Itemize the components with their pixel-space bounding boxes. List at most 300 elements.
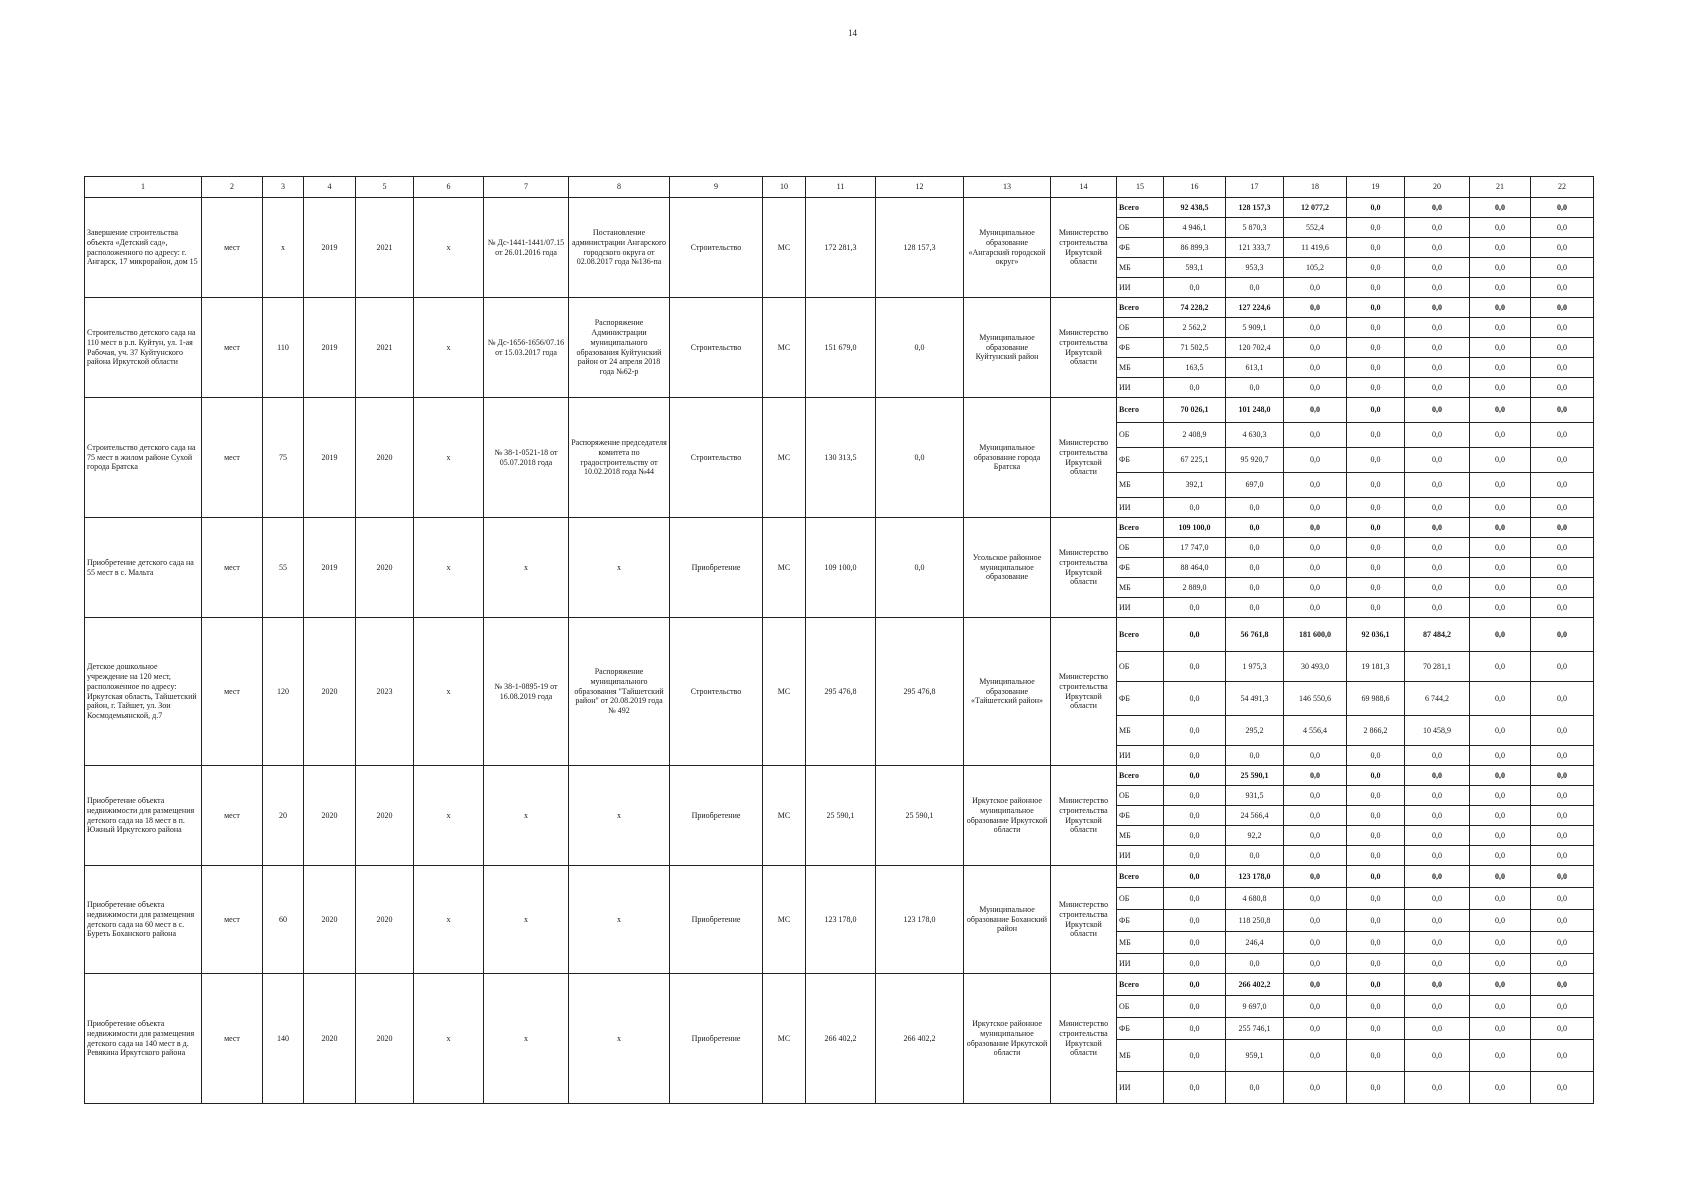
object-name: Приобретение объекта недвижимости для размещения детского сада на 60 мест в с. Буреть Боханского района (85, 866, 202, 974)
amount-cell: 0,0 (1226, 846, 1284, 866)
amount-cell: 0,0 (1470, 682, 1531, 716)
amount-cell: 0,0 (1531, 1018, 1594, 1040)
column-header: 14 (1051, 177, 1117, 198)
amount-cell: 0,0 (1531, 423, 1594, 448)
amount-cell: 0,0 (1347, 538, 1405, 558)
remaining-cost-cell: 123 178,0 (876, 866, 964, 974)
amount-cell: 0,0 (1164, 682, 1226, 716)
amount-cell: 56 761,8 (1226, 618, 1284, 652)
amount-cell: 0,0 (1164, 786, 1226, 806)
amount-cell: 0,0 (1164, 846, 1226, 866)
amount-cell: 74 228,2 (1164, 298, 1226, 318)
amount-cell: 0,0 (1470, 866, 1531, 888)
amount-cell: 0,0 (1531, 298, 1594, 318)
amount-cell: 0,0 (1470, 806, 1531, 826)
funding-source-label: ФБ (1117, 1018, 1164, 1040)
amount-cell: 0,0 (1531, 318, 1594, 338)
funding-source-label: Всего (1117, 198, 1164, 218)
table-row (85, 618, 1594, 652)
amount-cell: 255 746,1 (1226, 1018, 1284, 1040)
amount-cell: 2 562,2 (1164, 318, 1226, 338)
amount-cell: 0,0 (1405, 318, 1470, 338)
amount-cell: 0,0 (1347, 218, 1405, 238)
funding-source-label: ИИ (1117, 1072, 1164, 1104)
amount-cell: 92,2 (1226, 826, 1284, 846)
funding-source-label: ОБ (1117, 538, 1164, 558)
amount-cell: 0,0 (1405, 338, 1470, 358)
amount-cell: 0,0 (1284, 498, 1347, 518)
column-6-cell: х (414, 198, 484, 298)
amount-cell: 0,0 (1405, 910, 1470, 932)
funding-source-label: ОБ (1117, 218, 1164, 238)
ministry-cell: Министерство строительства Иркутской области (1051, 518, 1117, 618)
amount-cell: 0,0 (1164, 598, 1226, 618)
amount-cell: 4 556,4 (1284, 716, 1347, 746)
amount-cell: 0,0 (1531, 910, 1594, 932)
amount-cell: 613,1 (1226, 358, 1284, 378)
amount-cell: 0,0 (1470, 716, 1531, 746)
amount-cell: 0,0 (1164, 932, 1226, 954)
object-name: Приобретение объекта недвижимости для размещения детского сада на 18 мест в п. Южный Иркутского района (85, 766, 202, 866)
amount-cell: 0,0 (1531, 766, 1594, 786)
column-10-cell: МС (763, 866, 806, 974)
amount-cell: 0,0 (1405, 218, 1470, 238)
amount-cell: 0,0 (1164, 1018, 1226, 1040)
amount-cell: 0,0 (1470, 1018, 1531, 1040)
funding-source-label: МБ (1117, 358, 1164, 378)
decision-document-cell: х (569, 518, 670, 618)
funding-source-label: ФБ (1117, 238, 1164, 258)
amount-cell: 0,0 (1284, 910, 1347, 932)
amount-cell: 0,0 (1531, 974, 1594, 996)
amount-cell: 0,0 (1531, 652, 1594, 682)
column-6-cell: х (414, 974, 484, 1104)
expertise-document-cell: х (484, 518, 569, 618)
start-year-cell: 2019 (304, 398, 356, 518)
funding-source-label: ФБ (1117, 806, 1164, 826)
amount-cell: 0,0 (1284, 826, 1347, 846)
amount-cell: 128 157,3 (1226, 198, 1284, 218)
capacity-cell: 55 (263, 518, 304, 618)
column-10-cell: МС (763, 766, 806, 866)
object-name: Приобретение детского сада на 55 мест в с. Мальта (85, 518, 202, 618)
funding-source-label: Всего (1117, 618, 1164, 652)
amount-cell: 0,0 (1405, 786, 1470, 806)
investment-table (84, 176, 1594, 1104)
amount-cell: 0,0 (1164, 910, 1226, 932)
unit-cell: мест (202, 618, 263, 766)
amount-cell: 0,0 (1284, 806, 1347, 826)
capacity-cell: 75 (263, 398, 304, 518)
estimated-cost-cell: 130 313,5 (806, 398, 876, 518)
amount-cell: 0,0 (1531, 806, 1594, 826)
amount-cell: 0,0 (1164, 974, 1226, 996)
funding-source-label: ОБ (1117, 996, 1164, 1018)
municipality-cell: Иркутское районное муниципальное образование Иркутской области (964, 974, 1051, 1104)
capacity-cell: 120 (263, 618, 304, 766)
amount-cell: 123 178,0 (1226, 866, 1284, 888)
amount-cell: 0,0 (1284, 473, 1347, 498)
amount-cell: 0,0 (1405, 826, 1470, 846)
expertise-document-cell: х (484, 766, 569, 866)
amount-cell: 120 702,4 (1226, 338, 1284, 358)
amount-cell: 105,2 (1284, 258, 1347, 278)
remaining-cost-cell: 295 476,8 (876, 618, 964, 766)
amount-cell: 0,0 (1405, 518, 1470, 538)
table-row (85, 298, 1594, 318)
column-header: 20 (1405, 177, 1470, 198)
amount-cell: 4 630,3 (1226, 423, 1284, 448)
amount-cell: 0,0 (1470, 996, 1531, 1018)
column-header: 3 (263, 177, 304, 198)
amount-cell: 0,0 (1470, 378, 1531, 398)
amount-cell: 0,0 (1284, 974, 1347, 996)
end-year-cell: 2020 (356, 766, 414, 866)
amount-cell: 0,0 (1284, 598, 1347, 618)
unit-cell: мест (202, 518, 263, 618)
amount-cell: 0,0 (1284, 1018, 1347, 1040)
amount-cell: 0,0 (1347, 888, 1405, 910)
amount-cell: 0,0 (1347, 1040, 1405, 1072)
amount-cell: 953,3 (1226, 258, 1284, 278)
amount-cell: 959,1 (1226, 1040, 1284, 1072)
amount-cell: 0,0 (1226, 1072, 1284, 1104)
amount-cell: 0,0 (1470, 498, 1531, 518)
amount-cell: 19 181,3 (1347, 652, 1405, 682)
remaining-cost-cell: 266 402,2 (876, 974, 964, 1104)
column-header: 10 (763, 177, 806, 198)
column-header: 8 (569, 177, 670, 198)
amount-cell: 0,0 (1405, 598, 1470, 618)
amount-cell: 0,0 (1284, 358, 1347, 378)
column-10-cell: МС (763, 398, 806, 518)
amount-cell: 0,0 (1405, 398, 1470, 423)
funding-source-label: МБ (1117, 1040, 1164, 1072)
amount-cell: 0,0 (1347, 238, 1405, 258)
amount-cell: 931,5 (1226, 786, 1284, 806)
amount-cell: 0,0 (1531, 518, 1594, 538)
start-year-cell: 2019 (304, 518, 356, 618)
funding-source-label: ИИ (1117, 278, 1164, 298)
table-row (85, 866, 1594, 888)
amount-cell: 0,0 (1470, 423, 1531, 448)
amount-cell: 0,0 (1531, 578, 1594, 598)
amount-cell: 71 502,5 (1164, 338, 1226, 358)
amount-cell: 0,0 (1470, 618, 1531, 652)
column-header: 22 (1531, 177, 1594, 198)
amount-cell: 0,0 (1226, 518, 1284, 538)
amount-cell: 0,0 (1470, 932, 1531, 954)
amount-cell: 0,0 (1405, 498, 1470, 518)
amount-cell: 6 744,2 (1405, 682, 1470, 716)
amount-cell: 0,0 (1284, 746, 1347, 766)
amount-cell: 0,0 (1405, 448, 1470, 473)
funding-source-label: МБ (1117, 258, 1164, 278)
column-header: 7 (484, 177, 569, 198)
expertise-document-cell: № 38-1-0521-18 от 05.07.2018 года (484, 398, 569, 518)
amount-cell: 0,0 (1470, 846, 1531, 866)
column-6-cell: х (414, 398, 484, 518)
amount-cell: 0,0 (1347, 826, 1405, 846)
amount-cell: 0,0 (1226, 954, 1284, 974)
amount-cell: 0,0 (1470, 518, 1531, 538)
amount-cell: 246,4 (1226, 932, 1284, 954)
amount-cell: 86 899,3 (1164, 238, 1226, 258)
amount-cell: 1 975,3 (1226, 652, 1284, 682)
amount-cell: 0,0 (1470, 538, 1531, 558)
amount-cell: 0,0 (1164, 888, 1226, 910)
municipality-cell: Иркутское районное муниципальное образование Иркутской области (964, 766, 1051, 866)
amount-cell: 0,0 (1347, 198, 1405, 218)
amount-cell: 0,0 (1405, 358, 1470, 378)
amount-cell: 266 402,2 (1226, 974, 1284, 996)
amount-cell: 0,0 (1284, 558, 1347, 578)
amount-cell: 0,0 (1531, 846, 1594, 866)
ministry-cell: Министерство строительства Иркутской области (1051, 298, 1117, 398)
end-year-cell: 2021 (356, 198, 414, 298)
amount-cell: 0,0 (1284, 278, 1347, 298)
amount-cell: 0,0 (1405, 954, 1470, 974)
column-10-cell: МС (763, 198, 806, 298)
amount-cell: 0,0 (1531, 716, 1594, 746)
decision-document-cell: х (569, 974, 670, 1104)
amount-cell: 0,0 (1284, 1072, 1347, 1104)
amount-cell: 0,0 (1405, 846, 1470, 866)
amount-cell: 0,0 (1226, 746, 1284, 766)
funding-source-label: Всего (1117, 974, 1164, 996)
amount-cell: 0,0 (1405, 1072, 1470, 1104)
unit-cell: мест (202, 974, 263, 1104)
amount-cell: 0,0 (1531, 448, 1594, 473)
amount-cell: 146 550,6 (1284, 682, 1347, 716)
capacity-cell: 20 (263, 766, 304, 866)
amount-cell: 0,0 (1164, 1072, 1226, 1104)
amount-cell: 109 100,0 (1164, 518, 1226, 538)
amount-cell: 0,0 (1347, 974, 1405, 996)
amount-cell: 54 491,3 (1226, 682, 1284, 716)
column-10-cell: МС (763, 618, 806, 766)
amount-cell: 0,0 (1405, 866, 1470, 888)
municipality-cell: Муниципальное образование города Братска (964, 398, 1051, 518)
amount-cell: 121 333,7 (1226, 238, 1284, 258)
amount-cell: 0,0 (1347, 298, 1405, 318)
table-row (85, 766, 1594, 786)
ministry-cell: Министерство строительства Иркутской области (1051, 974, 1117, 1104)
amount-cell: 0,0 (1347, 378, 1405, 398)
amount-cell: 0,0 (1470, 473, 1531, 498)
table-row (85, 398, 1594, 423)
amount-cell: 0,0 (1284, 318, 1347, 338)
column-header: 4 (304, 177, 356, 198)
work-type-cell: Строительство (670, 618, 763, 766)
amount-cell: 0,0 (1405, 1018, 1470, 1040)
amount-cell: 0,0 (1531, 954, 1594, 974)
amount-cell: 0,0 (1470, 358, 1531, 378)
amount-cell: 0,0 (1470, 198, 1531, 218)
amount-cell: 0,0 (1405, 238, 1470, 258)
amount-cell: 0,0 (1405, 278, 1470, 298)
municipality-cell: Муниципальное образование Боханский район (964, 866, 1051, 974)
amount-cell: 5 909,1 (1226, 318, 1284, 338)
funding-source-label: ОБ (1117, 318, 1164, 338)
funding-source-label: ФБ (1117, 338, 1164, 358)
amount-cell: 0,0 (1470, 318, 1531, 338)
unit-cell: мест (202, 198, 263, 298)
amount-cell: 0,0 (1284, 932, 1347, 954)
amount-cell: 0,0 (1284, 578, 1347, 598)
amount-cell: 0,0 (1531, 1072, 1594, 1104)
column-header: 19 (1347, 177, 1405, 198)
amount-cell: 0,0 (1284, 398, 1347, 423)
amount-cell: 0,0 (1347, 518, 1405, 538)
amount-cell: 0,0 (1226, 378, 1284, 398)
remaining-cost-cell: 0,0 (876, 398, 964, 518)
amount-cell: 0,0 (1347, 598, 1405, 618)
amount-cell: 0,0 (1347, 498, 1405, 518)
amount-cell: 0,0 (1531, 598, 1594, 618)
amount-cell: 0,0 (1164, 746, 1226, 766)
ministry-cell: Министерство строительства Иркутской области (1051, 198, 1117, 298)
amount-cell: 0,0 (1531, 996, 1594, 1018)
amount-cell: 0,0 (1347, 1018, 1405, 1040)
amount-cell: 0,0 (1284, 866, 1347, 888)
amount-cell: 0,0 (1470, 910, 1531, 932)
funding-source-label: ИИ (1117, 498, 1164, 518)
funding-source-label: ОБ (1117, 652, 1164, 682)
funding-source-label: МБ (1117, 932, 1164, 954)
amount-cell: 0,0 (1470, 786, 1531, 806)
decision-document-cell: х (569, 866, 670, 974)
funding-source-label: МБ (1117, 578, 1164, 598)
amount-cell: 0,0 (1470, 398, 1531, 423)
amount-cell: 0,0 (1347, 318, 1405, 338)
amount-cell: 0,0 (1347, 473, 1405, 498)
column-header: 5 (356, 177, 414, 198)
amount-cell: 0,0 (1405, 538, 1470, 558)
funding-source-label: ОБ (1117, 888, 1164, 910)
amount-cell: 0,0 (1405, 473, 1470, 498)
amount-cell: 0,0 (1347, 866, 1405, 888)
amount-cell: 0,0 (1164, 1040, 1226, 1072)
amount-cell: 0,0 (1470, 258, 1531, 278)
column-header: 18 (1284, 177, 1347, 198)
amount-cell: 0,0 (1347, 996, 1405, 1018)
amount-cell: 87 484,2 (1405, 618, 1470, 652)
amount-cell: 69 988,6 (1347, 682, 1405, 716)
table-row (85, 518, 1594, 538)
expertise-document-cell: х (484, 866, 569, 974)
amount-cell: 2 408,9 (1164, 423, 1226, 448)
amount-cell: 0,0 (1284, 448, 1347, 473)
start-year-cell: 2020 (304, 974, 356, 1104)
estimated-cost-cell: 295 476,8 (806, 618, 876, 766)
amount-cell: 0,0 (1405, 888, 1470, 910)
end-year-cell: 2023 (356, 618, 414, 766)
amount-cell: 70 281,1 (1405, 652, 1470, 682)
column-header: 1 (85, 177, 202, 198)
decision-document-cell: Постановление администрации Ангарского городского округа от 02.08.2017 года №136-па (569, 198, 670, 298)
amount-cell: 127 224,6 (1226, 298, 1284, 318)
amount-cell: 118 250,8 (1226, 910, 1284, 932)
estimated-cost-cell: 25 590,1 (806, 766, 876, 866)
end-year-cell: 2021 (356, 298, 414, 398)
amount-cell: 0,0 (1347, 954, 1405, 974)
capacity-cell: 60 (263, 866, 304, 974)
amount-cell: 0,0 (1470, 766, 1531, 786)
amount-cell: 0,0 (1347, 358, 1405, 378)
amount-cell: 0,0 (1284, 996, 1347, 1018)
amount-cell: 0,0 (1531, 888, 1594, 910)
amount-cell: 0,0 (1347, 338, 1405, 358)
amount-cell: 0,0 (1531, 558, 1594, 578)
column-header: 15 (1117, 177, 1164, 198)
expertise-document-cell: х (484, 974, 569, 1104)
amount-cell: 0,0 (1531, 932, 1594, 954)
end-year-cell: 2020 (356, 398, 414, 518)
amount-cell: 0,0 (1531, 473, 1594, 498)
municipality-cell: Муниципальное образование «Ангарский городской округ» (964, 198, 1051, 298)
amount-cell: 0,0 (1531, 218, 1594, 238)
amount-cell: 0,0 (1531, 826, 1594, 846)
amount-cell: 0,0 (1347, 766, 1405, 786)
funding-source-label: Всего (1117, 866, 1164, 888)
work-type-cell: Строительство (670, 198, 763, 298)
amount-cell: 0,0 (1405, 378, 1470, 398)
end-year-cell: 2020 (356, 866, 414, 974)
amount-cell: 0,0 (1284, 766, 1347, 786)
unit-cell: мест (202, 766, 263, 866)
funding-source-label: ФБ (1117, 558, 1164, 578)
funding-source-label: ИИ (1117, 846, 1164, 866)
amount-cell: 0,0 (1470, 278, 1531, 298)
column-header: 16 (1164, 177, 1226, 198)
work-type-cell: Строительство (670, 298, 763, 398)
amount-cell: 0,0 (1470, 1072, 1531, 1104)
object-name: Строительство детского сада на 75 мест в жилом районе Сухой города Братска (85, 398, 202, 518)
amount-cell: 92 438,5 (1164, 198, 1226, 218)
amount-cell: 0,0 (1531, 746, 1594, 766)
amount-cell: 0,0 (1347, 558, 1405, 578)
estimated-cost-cell: 151 679,0 (806, 298, 876, 398)
funding-source-label: ФБ (1117, 910, 1164, 932)
funding-source-label: Всего (1117, 518, 1164, 538)
amount-cell: 24 566,4 (1226, 806, 1284, 826)
amount-cell: 0,0 (1284, 518, 1347, 538)
end-year-cell: 2020 (356, 518, 414, 618)
amount-cell: 12 077,2 (1284, 198, 1347, 218)
amount-cell: 0,0 (1405, 258, 1470, 278)
amount-cell: 92 036,1 (1347, 618, 1405, 652)
column-header: 2 (202, 177, 263, 198)
funding-source-label: ФБ (1117, 682, 1164, 716)
amount-cell: 0,0 (1470, 888, 1531, 910)
funding-source-label: ИИ (1117, 598, 1164, 618)
decision-document-cell: Распоряжение председателя комитета по градостроительству от 10.02.2018 года №44 (569, 398, 670, 518)
amount-cell: 0,0 (1347, 932, 1405, 954)
amount-cell: 0,0 (1226, 598, 1284, 618)
column-10-cell: МС (763, 298, 806, 398)
ministry-cell: Министерство строительства Иркутской области (1051, 766, 1117, 866)
amount-cell: 0,0 (1405, 974, 1470, 996)
column-6-cell: х (414, 866, 484, 974)
amount-cell: 0,0 (1347, 448, 1405, 473)
object-name: Детское дошкольное учреждение на 120 мест, расположенное по адресу: Иркутская область, Тайшетский район, г. Тайшет, ул. Зои Космодемьянской, д.7 (85, 618, 202, 766)
funding-source-label: МБ (1117, 473, 1164, 498)
amount-cell: 0,0 (1347, 786, 1405, 806)
amount-cell: 0,0 (1531, 1040, 1594, 1072)
amount-cell: 0,0 (1531, 338, 1594, 358)
funding-source-label: МБ (1117, 716, 1164, 746)
